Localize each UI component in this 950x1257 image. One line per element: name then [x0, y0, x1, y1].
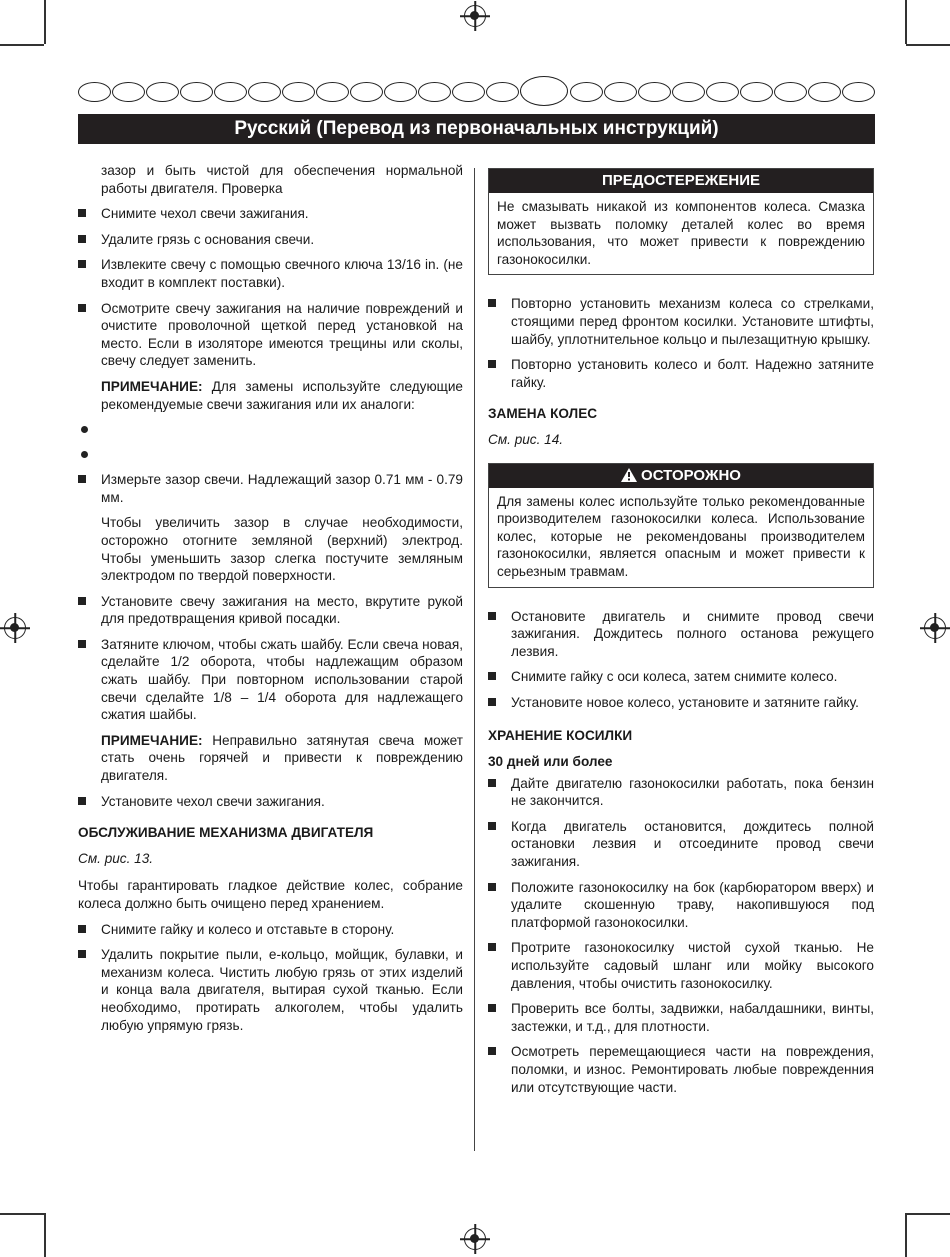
bullet-icon [78, 209, 86, 217]
list-item: Осмотрите свечу зажигания на наличие повреждений и очистите проволочной щеткой перед установкой на место. Если в изоляторе имеются трещины или сколы, свечу следует заменить. [78, 300, 463, 370]
empty-list-item [78, 446, 463, 463]
warning-title: ОСТОРОЖНО [641, 466, 741, 484]
bullet-icon [488, 672, 496, 680]
language-oval [248, 82, 281, 102]
list-item: Протрите газонокосилку чистой сухой тканью. Не используйте садовый шланг или мойку высокого давления, чтобы очистить газонокосилку. [488, 939, 874, 992]
right-column [488, 162, 874, 1104]
list-item: Измерьте зазор свечи. Надлежащий зазор 0.71 мм - 0.79 мм. [78, 471, 463, 506]
bullet-dot-icon [81, 451, 88, 458]
crop-mark [44, 1213, 46, 1257]
bullet-icon [78, 260, 86, 268]
language-oval [112, 82, 145, 102]
bullet-icon [78, 304, 86, 312]
bullet-icon [488, 612, 496, 620]
language-oval [570, 82, 603, 102]
bullet-icon [488, 1047, 496, 1055]
list-item: Снимите гайку и колесо и отставьте в сторону. [78, 921, 463, 939]
bullet-icon [488, 822, 496, 830]
list-item: Установите свечу зажигания на место, вкрутите рукой для предотвращения кривой посадки. [78, 593, 463, 628]
language-oval [706, 82, 739, 102]
bullet-icon [488, 360, 496, 368]
list-item: Положите газонокосилку на бок (карбюратором вверх) и удалите скошенную траву, накопившуюся под платформой газонокосилки. [488, 879, 874, 932]
list-item: Установите чехол свечи зажигания. [78, 793, 463, 811]
section-title: ОБСЛУЖИВАНИЕ МЕХАНИЗМА ДВИГАТЕЛЯ [78, 825, 374, 841]
intro-text: зазор и быть чистой для обеспечения нормальной работы двигателя. Проверка [101, 163, 463, 196]
column-divider [474, 168, 475, 1151]
language-oval [180, 82, 213, 102]
caution-text: Не смазывать никакой из компонентов колеса. Смазка может вызвать поломку деталей колес во время использования, что может привести к повреждению газонокосилки. [497, 199, 865, 267]
bullet-icon [488, 1004, 496, 1012]
list-item: Проверить все болты, задвижки, набалдашники, винты, застежки, и т.д., для плотности. [488, 1000, 874, 1035]
language-oval [78, 82, 111, 102]
crop-mark [0, 1213, 44, 1215]
figure-reference: См. рис. 14. [488, 431, 564, 447]
note: ПРИМЕЧАНИЕ: Для замены используйте следующие рекомендуемые свечи зажигания или их аналоги: [101, 378, 463, 412]
bullet-icon [488, 698, 496, 706]
bullet-icon [78, 597, 86, 605]
language-oval [486, 82, 519, 102]
caution-box [488, 168, 874, 275]
language-oval [808, 82, 841, 102]
bullet-icon [78, 475, 86, 483]
list-item: Удалить покрытие пыли, е-кольцо, мойщик, булавки, и механизм колеса. Чистить любую грязь от этих изделий и конца вала двигателя, вытирая сухой тканью. Если необходимо, протирать алкоголем, чтобы удалить любую упрямую грязь. [78, 946, 463, 1034]
registration-mark-icon [464, 5, 486, 27]
language-oval [282, 82, 315, 102]
language-oval [842, 82, 875, 102]
language-oval [214, 82, 247, 102]
warning-box [488, 463, 874, 588]
bullet-icon [78, 235, 86, 243]
language-oval [350, 82, 383, 102]
crop-mark [0, 44, 44, 46]
figure-reference: См. рис. 13. [78, 850, 154, 866]
language-oval [740, 82, 773, 102]
bullet-icon [488, 779, 496, 787]
language-oval [638, 82, 671, 102]
list-item: Удалите грязь с основания свечи. [78, 231, 463, 249]
note-label: ПРИМЕЧАНИЕ: [101, 732, 203, 748]
warning-triangle-icon [621, 468, 637, 482]
language-oval [604, 82, 637, 102]
registration-mark-icon [924, 617, 946, 639]
language-oval [452, 82, 485, 102]
language-selector-ovals [78, 82, 875, 106]
bullet-icon [78, 797, 86, 805]
language-oval [384, 82, 417, 102]
subtitle: 30 дней или более [488, 754, 613, 770]
empty-list-item [78, 421, 463, 438]
section-title: ХРАНЕНИЕ КОСИЛКИ [488, 728, 633, 744]
bullet-dot-icon [81, 426, 88, 433]
crop-mark [905, 0, 907, 44]
list-item: Повторно установить колесо и болт. Надежно затяните гайку. [488, 356, 874, 391]
language-oval [316, 82, 349, 102]
list-item: Установите новое колесо, установите и затяните гайку. [488, 694, 874, 712]
warning-header [489, 464, 873, 488]
language-oval-active [520, 76, 568, 106]
language-oval [672, 82, 705, 102]
language-oval [146, 82, 179, 102]
crop-mark [44, 0, 46, 44]
bullet-icon [488, 299, 496, 307]
list-item: Повторно установить механизм колеса со стрелками, стоящими перед фронтом косилки. Установите штифты, шайбу, уплотнительное кольцо и пылезащитную крышку. [488, 295, 874, 348]
crop-mark [906, 44, 950, 46]
list-item: Извлеките свечу с помощью свечного ключа 13/16 in. (не входит в комплект поставки). [78, 256, 463, 291]
crop-mark [905, 1213, 907, 1257]
list-item: Остановите двигатель и снимите провод свечи зажигания. Дождитесь полного останова режущего лезвия. [488, 608, 874, 661]
bullet-icon [488, 883, 496, 891]
note-label: ПРИМЕЧАНИЕ: [101, 378, 203, 394]
language-oval [418, 82, 451, 102]
paragraph: Чтобы гарантировать гладкое действие колес, собрание колеса должно быть очищено перед хранением. [78, 878, 463, 911]
bullet-icon [488, 943, 496, 951]
warning-text: Для замены колес используйте только рекомендованные производителем газонокосилки колеса. Использование колес, которые не рекомендованы производителем газонокосилки, является опасным и может привести к серьезным травмам. [497, 493, 865, 579]
bullet-icon [78, 950, 86, 958]
note: ПРИМЕЧАНИЕ: Неправильно затянутая свеча может стать очень горячей и привести к повреждению двигателя. [101, 732, 463, 784]
list-item: Когда двигатель остановится, дождитесь полной остановки лезвия и отсоедините провод свечи зажигания. [488, 818, 874, 871]
section-title: ЗАМЕНА КОЛЕС [488, 406, 598, 422]
caution-title: ПРЕДОСТЕРЕЖЕНИЕ [489, 169, 873, 193]
crop-mark [906, 1213, 950, 1215]
list-item: Затяните ключом, чтобы сжать шайбу. Если свеча новая, сделайте 1/2 оборота, чтобы надлежащим образом сжать шайбу. При повторном использовании старой свечи сделайте 1/8 – 1/4 оборота для надлежащего сжатия шайбы. [78, 636, 463, 724]
language-oval [774, 82, 807, 102]
list-item: Снимите чехол свечи зажигания. [78, 205, 463, 223]
registration-mark-icon [4, 617, 26, 639]
list-item: Снимите гайку с оси колеса, затем снимите колесо. [488, 668, 874, 686]
gap-text: Чтобы увеличить зазор в случае необходимости, осторожно отогните земляной (верхний) электрод. Чтобы уменьшить зазор слегка постучите земляным электродом по твердой поверхности. [101, 515, 463, 584]
registration-mark-icon [464, 1228, 486, 1250]
bullet-icon [78, 640, 86, 648]
list-item: Дайте двигателю газонокосилки работать, пока бензин не закончится. [488, 775, 874, 810]
list-item: Осмотреть перемещающиеся части на повреждения, поломки, и износ. Ремонтировать любые поврежденния или отсутствующие части. [488, 1043, 874, 1096]
left-column [78, 162, 463, 1042]
bullet-icon [78, 925, 86, 933]
page-title: Русский (Перевод из первоначальных инструкций) [78, 114, 875, 144]
